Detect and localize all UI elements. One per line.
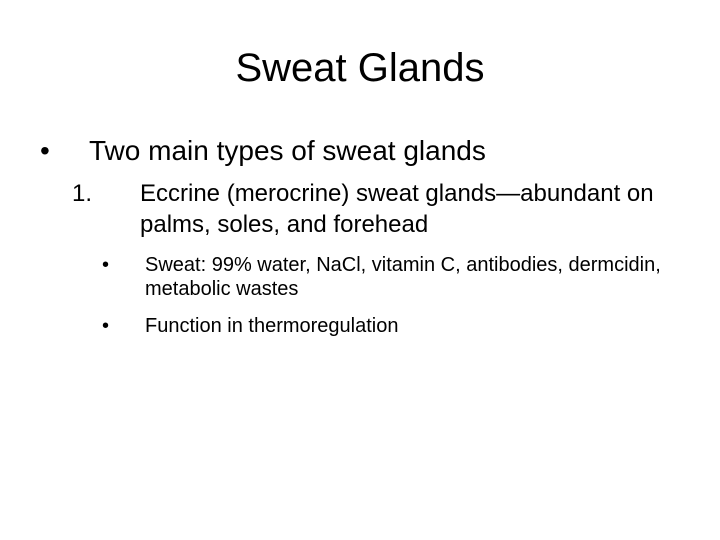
bullet-marker: • [102,315,110,337]
bullet-marker: • [40,135,50,166]
bullet-text: Function in thermoregulation [145,315,399,337]
slide-title: Sweat Glands [235,46,485,90]
numbered-item-text: Eccrine (merocrine) sweat glands—abundant on palms, soles, and forehead [140,180,654,238]
bullet-text: Two main types of sweat glands [89,135,486,166]
item-number: 1. [72,180,93,207]
bullet-text: Sweat: 99% water, NaCl, vitamin C, antibodies, dermcidin, metabolic wastes [145,254,661,300]
bullet-marker: • [102,254,110,276]
